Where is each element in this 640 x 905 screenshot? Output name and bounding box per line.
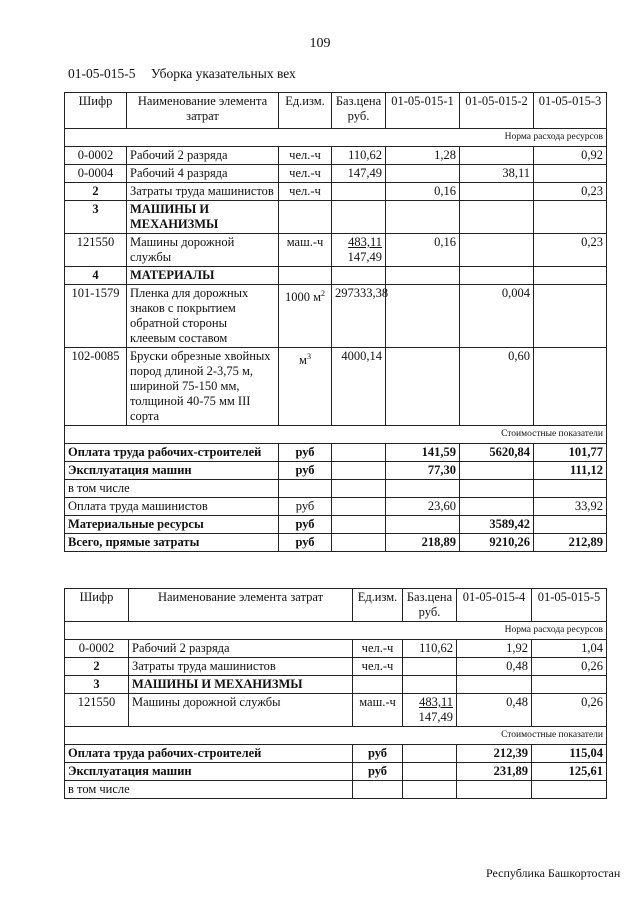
norm-caption-row [65,129,607,147]
header-col-2: 01-05-015-2 [460,93,534,129]
cost-caption-row [65,426,607,444]
row-name: МАШИНЫ И МЕХАНИЗМЫ [129,676,353,694]
row-value-1: 0,16 [386,183,460,201]
row-code: 101-1579 [65,285,127,348]
row-unit: $м^3$ [279,348,332,426]
table-header-row [65,589,607,622]
row-value-1: 0,48 [457,694,532,727]
row-value-1: 1,28 [386,147,460,165]
row-price-sub: 147,49 [347,250,382,264]
cost-value-2: 3589,42 [460,516,534,534]
cost-value-3: 33,92 [534,498,607,516]
table-row [65,348,607,426]
row-value-1 [386,348,460,426]
table-row [65,165,607,183]
row-unit: маш.-ч [353,694,403,727]
cost-name: Оплата труда рабочих-строителей [65,444,279,462]
cost-name: Всего, прямые затраты [65,534,279,552]
cost-value-1: 212,39 [457,745,532,763]
table-row [65,183,607,201]
table-row [65,640,607,658]
row-value-1 [386,165,460,183]
row-name: Рабочий 2 разряда [127,147,279,165]
header-col-4: 01-05-015-4 [457,589,532,622]
row-price: 110,62 [332,147,386,165]
row-price [332,183,386,201]
row-price [332,234,386,267]
cost-row [65,763,607,781]
header-code: Шифр [65,589,129,622]
cost-row [65,462,607,480]
cost-value-1: 77,30 [386,462,460,480]
row-code: 3 [65,676,129,694]
cost-value-1: 141,59 [386,444,460,462]
table-header-row [65,93,607,129]
resource-table-1 [64,92,607,552]
cost-row [65,444,607,462]
row-name: Бруски обрезные хвойных пород длиной 2-3,75 м, шириной 75-150 мм, толщиной 40-75 мм III сорта [127,348,279,426]
row-value-2: 0,004 [460,285,534,348]
row-unit: 1000 $м^2$ [279,285,332,348]
cost-row [65,498,607,516]
row-value-3: 0,23 [534,183,607,201]
row-code: 2 [65,183,127,201]
norm-caption: Норма расхода ресурсов [65,622,607,640]
cost-name: в том числе [65,781,353,799]
cost-caption: Стоимостные показатели [65,426,607,444]
cost-row [65,781,607,799]
section-title: Уборка указательных вех [150,66,296,81]
row-code: 0-0002 [65,147,127,165]
row-name: Машины дорожной службы [129,694,353,727]
cost-value-2 [460,498,534,516]
table-row [65,658,607,676]
row-price-main: 483,11 [348,235,382,249]
cost-row [65,745,607,763]
table-row [65,267,607,285]
row-value-3 [534,348,607,426]
row-price: 110,62 [403,640,457,658]
header-col-5: 01-05-015-5 [532,589,607,622]
cost-value-1: 218,89 [386,534,460,552]
table-row [65,285,607,348]
row-value-2: 0,26 [532,694,607,727]
row-unit: маш.-ч [279,234,332,267]
cost-unit: руб [353,745,403,763]
row-name: МАШИНЫ И МЕХАНИЗМЫ [127,201,279,234]
row-value-1: 1,92 [457,640,532,658]
row-value-2: 38,11 [460,165,534,183]
cost-value-1: 231,89 [457,763,532,781]
row-value-2: 0,26 [532,658,607,676]
cost-name: Оплата труда рабочих-строителей [65,745,353,763]
row-unit: чел.-ч [279,147,332,165]
cost-name: Эксплуатация машин [65,462,279,480]
cost-unit: руб [279,498,332,516]
cost-value-2: 115,04 [532,745,607,763]
cost-value-3: 212,89 [534,534,607,552]
cost-name: Оплата труда машинистов [65,498,279,516]
row-price-main: 483,11 [419,695,453,709]
row-name: Рабочий 2 разряда [129,640,353,658]
cost-name: в том числе [65,480,279,498]
row-value-2: 1,04 [532,640,607,658]
row-price: 297333,38 [332,285,386,348]
cost-value-2: 125,61 [532,763,607,781]
row-price [403,694,457,727]
footer-region: Республика Башкортостан [486,866,621,880]
table-row [65,234,607,267]
row-code: 121550 [65,694,129,727]
row-value-1 [386,285,460,348]
row-value-3: 0,92 [534,147,607,165]
row-price-sub: 147,49 [418,710,453,724]
row-price: 147,49 [332,165,386,183]
row-code: 3 [65,201,127,234]
row-name: МАТЕРИАЛЫ [127,267,279,285]
norm-caption-row [65,622,607,640]
table-row [65,147,607,165]
norm-caption: Норма расхода ресурсов [65,129,607,147]
row-name: Пленка для дорожных знаков с покрытием обратной стороны клеевым составом [127,285,279,348]
row-name: Рабочий 4 разряда [127,165,279,183]
cost-unit: руб [279,462,332,480]
row-value-3 [534,165,607,183]
cost-unit: руб [353,763,403,781]
cost-value-2 [460,462,534,480]
row-value-1: 0,16 [386,234,460,267]
cost-unit: руб [279,444,332,462]
cost-row [65,534,607,552]
header-price: Баз.цена руб. [332,93,386,129]
row-code: 4 [65,267,127,285]
row-code: 102-0085 [65,348,127,426]
cost-caption-row [65,727,607,745]
header-name: Наименование элемента затрат [127,93,279,129]
cost-value-2: 9210,26 [460,534,534,552]
cost-value-3 [534,516,607,534]
row-value-2 [460,183,534,201]
row-code: 0-0004 [65,165,127,183]
table-row [65,201,607,234]
cost-value-3: 111,12 [534,462,607,480]
header-unit: Ед.изм. [279,93,332,129]
header-col-3: 01-05-015-3 [534,93,607,129]
row-unit: чел.-ч [279,183,332,201]
cost-unit: руб [279,534,332,552]
header-unit: Ед.изм. [353,589,403,622]
cost-value-1 [386,516,460,534]
cost-name: Материальные ресурсы [65,516,279,534]
header-price: Баз.цена руб. [403,589,457,622]
header-col-1: 01-05-015-1 [386,93,460,129]
table-row [65,676,607,694]
cost-unit: руб [279,516,332,534]
row-value-1: 0,48 [457,658,532,676]
row-name: Машины дорожной службы [127,234,279,267]
resource-table-2 [64,588,607,799]
row-name: Затраты труда машинистов [127,183,279,201]
header-code: Шифр [65,93,127,129]
cost-row [65,480,607,498]
row-name: Затраты труда машинистов [129,658,353,676]
row-unit: чел.-ч [353,658,403,676]
row-unit: чел.-ч [279,165,332,183]
cost-caption: Стоимостные показатели [65,727,607,745]
row-code: 2 [65,658,129,676]
row-price: 4000,14 [332,348,386,426]
row-value-3 [534,285,607,348]
cost-value-1: 23,60 [386,498,460,516]
table-row [65,694,607,727]
cost-value-3: 101,77 [534,444,607,462]
header-name: Наименование элемента затрат [129,589,353,622]
row-code: 121550 [65,234,127,267]
row-value-3: 0,23 [534,234,607,267]
section-heading [68,66,296,82]
row-value-2: 0,60 [460,348,534,426]
row-unit: чел.-ч [353,640,403,658]
row-value-2 [460,147,534,165]
row-code: 0-0002 [65,640,129,658]
section-code: 01-05-015-5 [68,66,136,81]
cost-value-2: 5620,84 [460,444,534,462]
row-value-2 [460,234,534,267]
page-number: 109 [309,36,331,51]
cost-name: Эксплуатация машин [65,763,353,781]
row-price [403,658,457,676]
cost-row [65,516,607,534]
